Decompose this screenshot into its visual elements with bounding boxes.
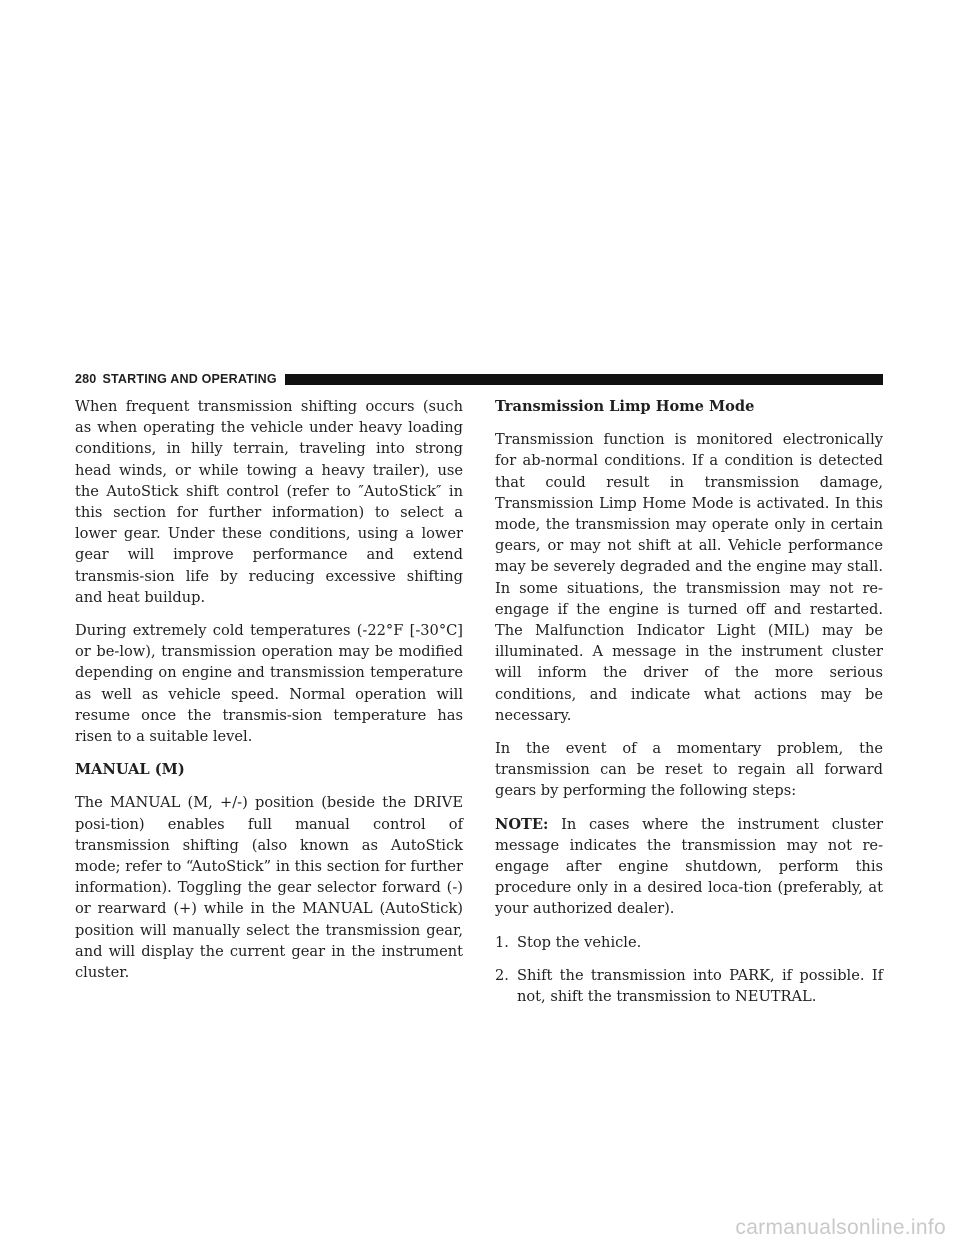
paragraph-shifting: When frequent transmission shifting occurs (such as when operating the vehicle under heavy loading conditions, in hilly terrain, traveling into strong head winds, or while towing a heavy trailer), use the AutoStick shift control (refer to ″AutoStick″ in this section for further information) to select a lower gear. Under these conditions, using a lower gear will improve performance and extend transmis-sion life by reducing excessive shifting and heat buildup. <box>75 398 463 606</box>
note-text: In cases where the instrument cluster message indicates the transmission may not re-engage after engine shutdown, perform this procedure only in a desired loca-tion (preferably, at your authorized dealer). <box>495 815 883 918</box>
heading-manual: MANUAL (M) <box>75 761 185 779</box>
step-number: 1. <box>495 933 509 951</box>
note-paragraph <box>495 814 883 920</box>
paragraph-cold-temperatures: During extremely cold temperatures (-22°F [-30°C] or be-low), transmission operation may be modified depending on engine and transmission temperature as well as vehicle speed. Normal operation will resume once the transmis-sion temperature has risen to a suitable level. <box>75 622 463 746</box>
page-header <box>75 371 883 387</box>
section-title: STARTING AND OPERATING <box>102 372 277 386</box>
step-text: Shift the transmission into PARK, if possible. If not, shift the transmission to NEUTRAL. <box>517 966 883 1006</box>
page-number: 280 <box>75 372 97 386</box>
paragraph-limp-home: Transmission function is monitored electronically for ab-normal conditions. If a condition is detected that could result in transmission damage, Transmission Limp Home Mode is activated. In this mode, the transmission may operate only in certain gears, or may not shift at all. Vehicle performance may be severely degraded and the engine may stall. In some situations, the transmission may not re-engage if the engine is turned off and restarted. The Malfunction Indicator Light (MIL) may be illuminated. A message in the instrument cluster will inform the driver of the more serious conditions, and indicate what actions may be necessary. <box>495 431 883 724</box>
right-column <box>495 396 883 1019</box>
watermark: carmanualsonline.info <box>735 1216 946 1239</box>
note-label: NOTE: <box>495 815 549 833</box>
paragraph-manual: The MANUAL (M, +/-) position (beside the DRIVE posi-tion) enables full manual control of transmission shifting (also known as AutoStick mode; refer to “AutoStick” in this section for further information). Toggling the gear selector forward (-) or rearward (+) while in the MANUAL (AutoStick) position will manually select the transmission gear, and will display the current gear in the instrument cluster. <box>75 794 463 982</box>
paragraph-reset: In the event of a momentary problem, the transmission can be reset to regain all forward gears by performing the following steps: <box>495 740 883 800</box>
step-number: 2. <box>495 966 509 984</box>
left-column <box>75 396 463 995</box>
step-text: Stop the vehicle. <box>517 933 642 951</box>
heading-limp-home: Transmission Limp Home Mode <box>495 398 755 415</box>
list-item <box>495 965 883 1007</box>
header-rule <box>285 374 883 385</box>
list-item <box>495 932 883 953</box>
